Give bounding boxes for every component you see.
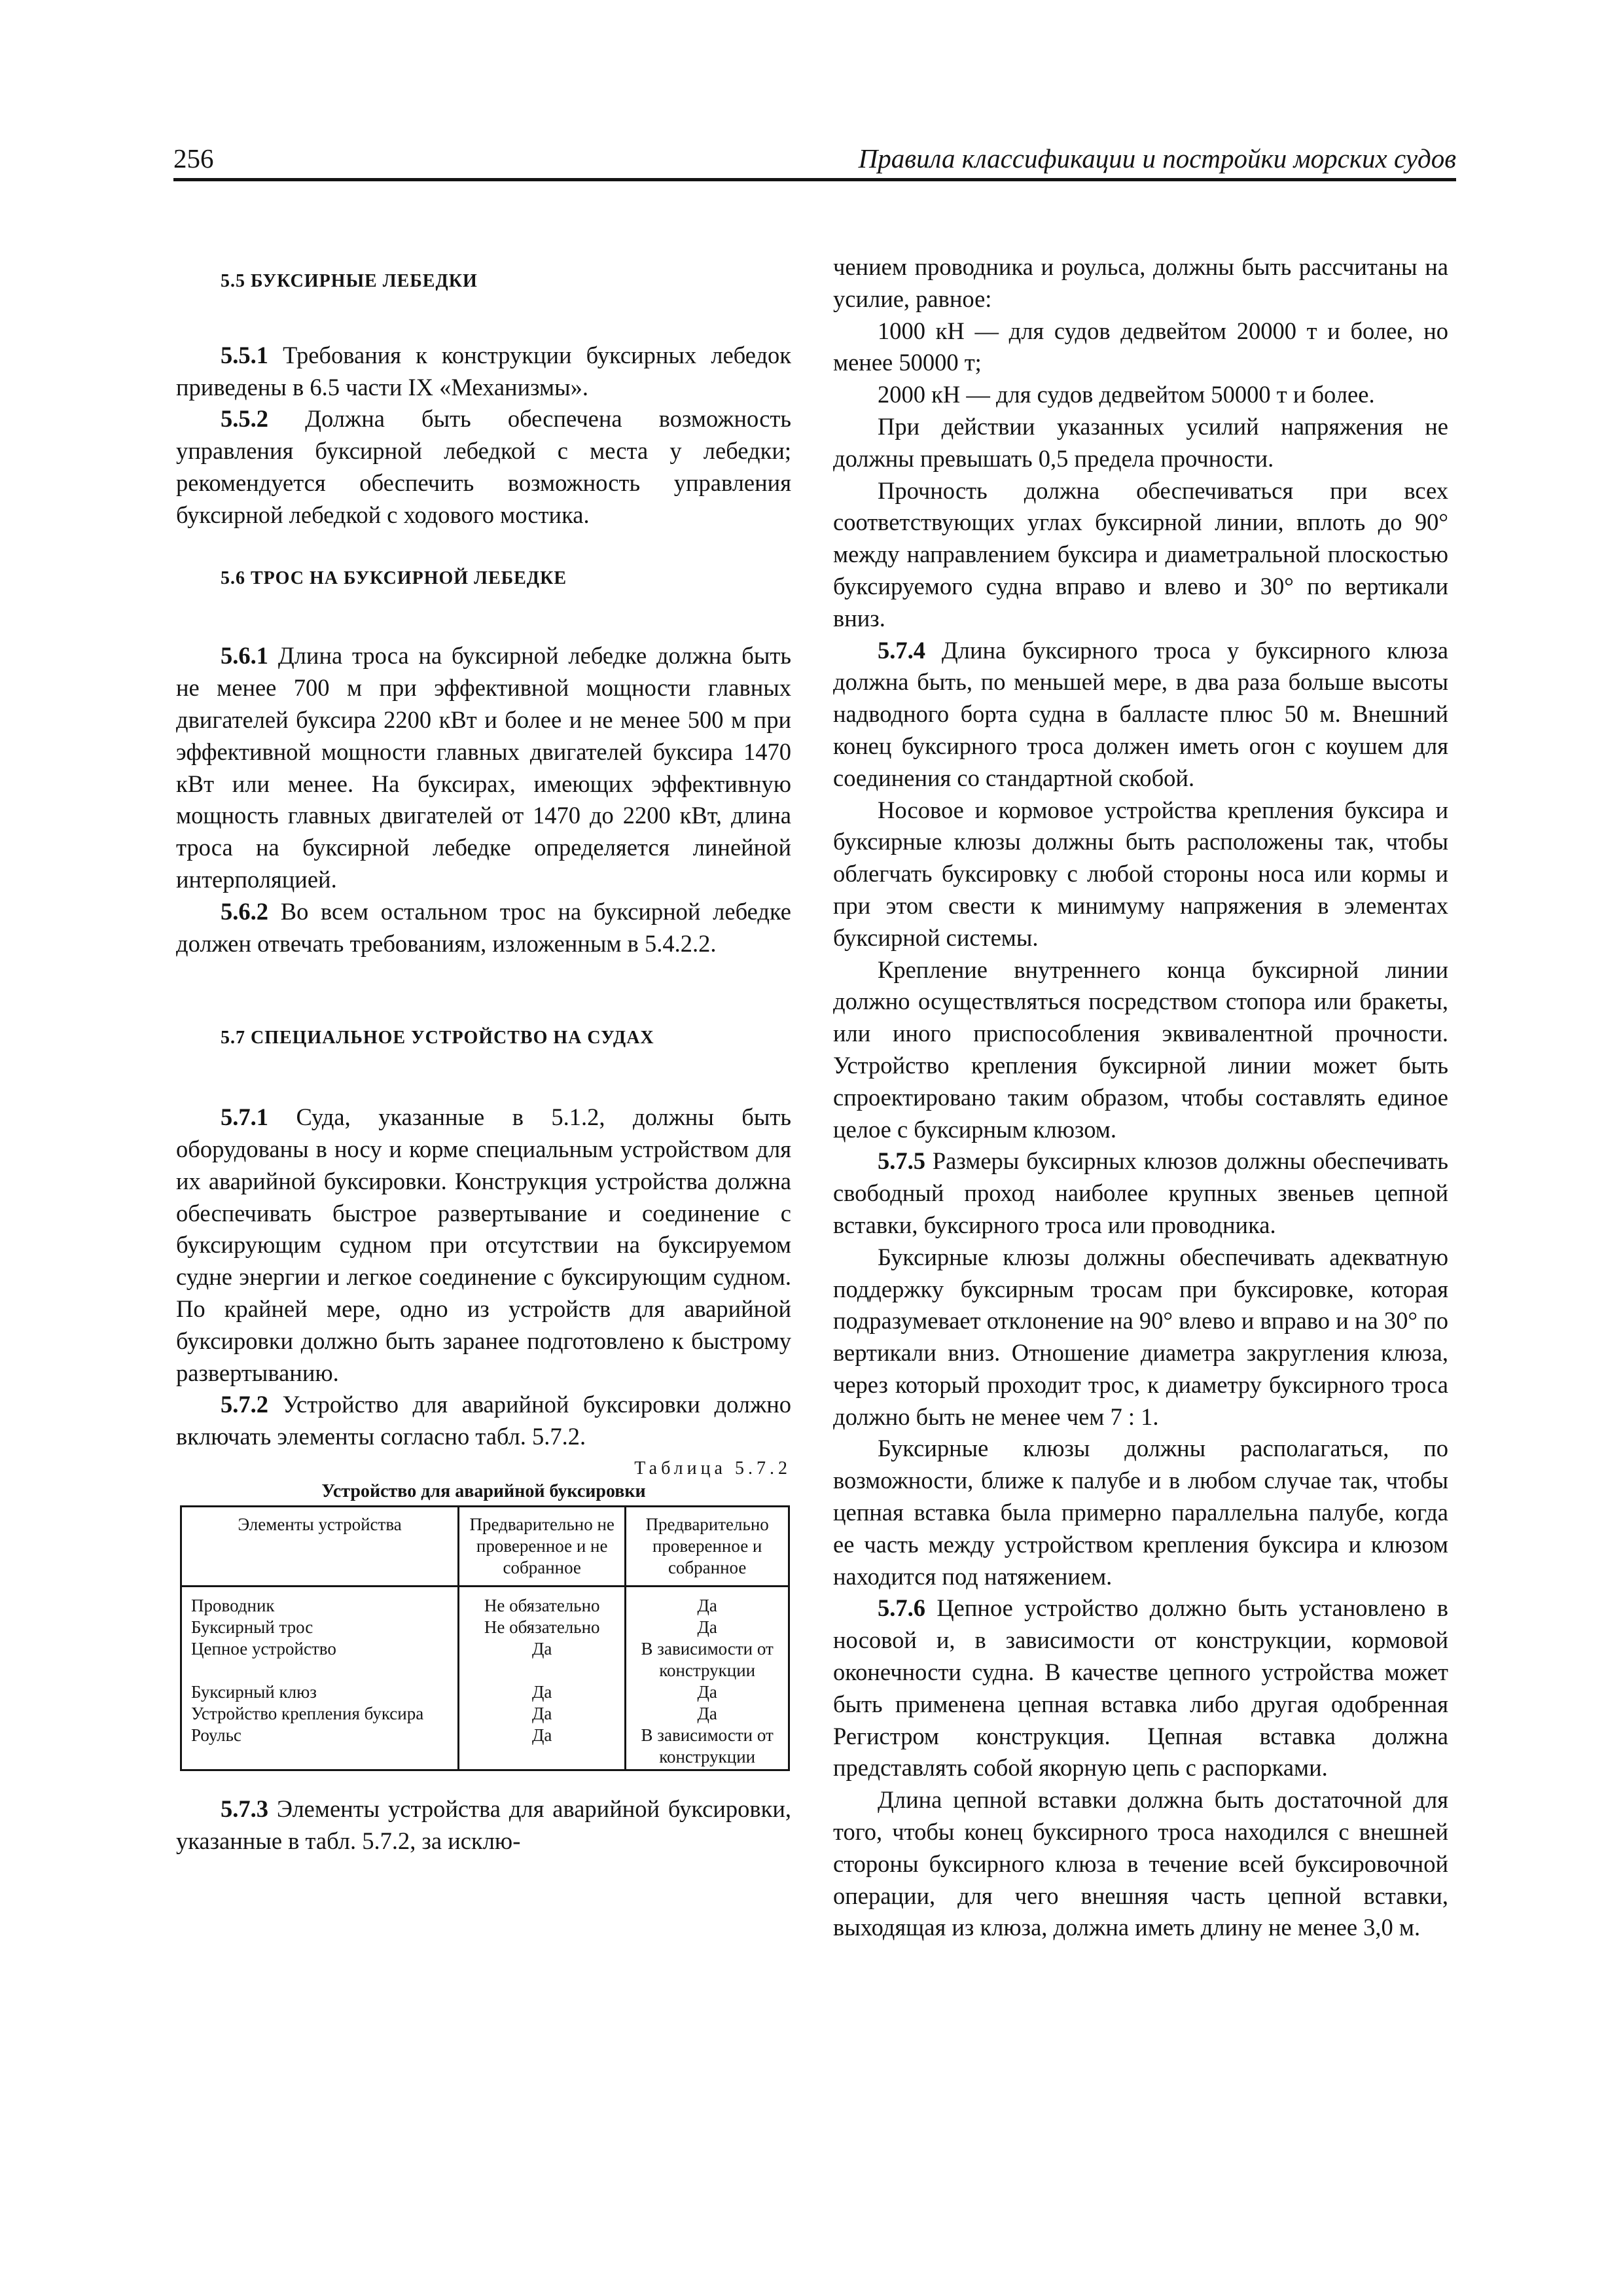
paragraph-5-7-6: 5.7.6 Цепное устройство должно быть установлено в носовой и, в зависимости от конструкции, кормовой оконечности судна. В качестве цепного устройства может быть применена цепная вставка либо другая одобренная Регистром конструкция. Цепная вставка должна представлять собой якорную цепь с распорками.: [833, 1594, 1448, 1782]
table-cell: Да: [459, 1725, 626, 1770]
paragraph-force-1000: 1000 кН — для судов дедвейтом 20000 т и более, но менее 50000 т;: [833, 317, 1448, 376]
table-header-cell: Предварительно не проверенное и не собранное: [459, 1506, 626, 1586]
table-row: [181, 1617, 789, 1638]
table-header-row: [181, 1506, 789, 1586]
page-number: 256: [173, 143, 214, 173]
table-cell: Буксирный трос: [181, 1617, 459, 1638]
paragraph-chain-length: Длина цепной вставки должна быть достаточной для того, чтобы конец буксирного троса находился с внешней стороны буксирного клюза в течение всей буксировочной операции, для чего внешняя часть цепной вставки, выходящая из клюза, должна иметь длину не менее 3,0 м.: [833, 1786, 1448, 1941]
section-5-6-heading: 5.6 ТРОС НА БУКСИРНОЙ ЛЕБЕДКЕ: [221, 567, 567, 588]
table-cell: Устройство крепления буксира: [181, 1703, 459, 1725]
paragraph-5-5-2: 5.5.2 Должна быть обеспечена возможность управления буксирной лебедкой с места у лебедки; рекомендуется обеспечить возможность управления буксирной лебедкой с ходового мостика.: [176, 405, 791, 528]
right-column: [833, 251, 1448, 1944]
table-header-cell: Элементы устройства: [181, 1506, 459, 1586]
paragraph-5-6-2: 5.6.2 Во всем остальном трос на буксирной лебедке должен отвечать требованиям, изложенным в 5.4.2.2.: [176, 897, 792, 957]
running-title: Правила классификации и постройки морских судов: [858, 143, 1456, 173]
table-cell: Не обязательно: [459, 1617, 626, 1638]
table-cell: Цепное устройство: [181, 1638, 459, 1681]
paragraph-5-7-4: 5.7.4 Длина буксирного троса у буксирного клюза должна быть, по меньшей мере, в два раза больше высоты надводного борта судна в балласте плюс 50 м. Внешний конец буксирного троса должен иметь огон с коушем для соединения со стандартной скобой.: [833, 636, 1448, 791]
paragraph-5-5-1: 5.5.1 Требования к конструкции буксирных лебедок приведены в 6.5 части IX «Механизмы».: [176, 341, 792, 401]
table-label: Таблица 5.7.2: [634, 1458, 791, 1479]
paragraph-bow-stern: Носовое и кормовое устройства крепления буксира и буксирные клюзы должны быть расположены так, чтобы облегчать буксировку с любой стороны носа или кормы и при этом свести к минимуму напряжения в элементах буксирной системы.: [833, 796, 1448, 951]
towing-table: [180, 1505, 790, 1771]
table-cell: В зависимости от конструкции: [626, 1725, 789, 1770]
table-cell: Да: [459, 1703, 626, 1725]
paragraph-5-7-5: 5.7.5 Размеры буксирных клюзов должны обеспечивать свободный проход наиболее крупных звеньев цепной вставки, буксирного троса или проводника.: [833, 1147, 1448, 1238]
table-cell: Да: [626, 1681, 789, 1703]
section-5-5-heading: 5.5 БУКСИРНЫЕ ЛЕБЕДКИ: [221, 271, 478, 291]
table-cell: Не обязательно: [459, 1586, 626, 1617]
paragraph-5-7-1: 5.7.1 Суда, указанные в 5.1.2, должны быть оборудованы в носу и корме специальным устройством для их аварийной буксировки. Конструкция устройства должна обеспечивать быстрое развертывание и соединение с буксирующим судном при отсутствии на буксируемом судне энергии и легкое соединение с буксирующим судном. По крайней мере, одно из устройств для аварийной буксировки должно быть заранее подготовлено к быстрому развертыванию.: [176, 1103, 792, 1386]
table-row: [181, 1638, 789, 1681]
table-row: [181, 1703, 789, 1725]
section-5-7-heading: 5.7 СПЕЦИАЛЬНОЕ УСТРОЙСТВО НА СУДАХ: [221, 1028, 654, 1049]
paragraph-inner-end: Крепление внутреннего конца буксирной линии должно осуществляться посредством стопора или бракеты, или иного приспособления эквивалентной прочности. Устройство крепления буксирной линии может быть спроектировано таким образом, чтобы составлять единое целое с буксирным клюзом.: [833, 956, 1448, 1143]
paragraph-5-7-2: 5.7.2 Устройство для аварийной буксировки должно включать элементы согласно табл. 5.7.2.: [176, 1391, 791, 1450]
paragraph-support: Буксирные клюзы должны обеспечивать адекватную поддержку буксирным тросам при буксировке, которая подразумевает отклонение на 90° влево и вправо и на 30° по вертикали вниз. Отношение диаметра закругления клюза, через который проходит трос, к диаметру буксирного троса должно быть не менее чем 7 : 1.: [833, 1243, 1448, 1430]
table-cell: Проводник: [181, 1586, 459, 1617]
table-cell: В зависимости от конструкции: [626, 1638, 789, 1681]
table-cell: Да: [459, 1681, 626, 1703]
table-cell: Да: [626, 1586, 789, 1617]
paragraph-strength: Прочность должна обеспечиваться при всех соответствующих углах буксирной линии, вплоть до 90° между направлением буксира и диаметральной плоскостью буксируемого судна вправо и влево и 30° по вертикали вниз.: [833, 476, 1448, 632]
table-cell: Буксирный клюз: [181, 1681, 459, 1703]
table-row: [181, 1725, 789, 1770]
paragraph-placement: Буксирные клюзы должны располагаться, по возможности, ближе к палубе и в любом случае так, чтобы цепная вставка была примерно параллельна палубе, когда ее часть между устройством крепления буксира и клюзом находится под натяжением.: [833, 1435, 1448, 1590]
table-header-cell: Предварительно проверенное и собранное: [626, 1506, 789, 1586]
table-cell: Да: [459, 1638, 626, 1681]
left-column: [176, 251, 791, 1857]
table-title: Устройство для аварийной буксировки: [321, 1480, 646, 1501]
paragraph-5-6-1: 5.6.1 Длина троса на буксирной лебедке должна быть не менее 700 м при эффективной мощности главных двигателей буксира 2200 кВт и более и не менее 500 м при эффективной мощности главных двигателей буксира 1470 кВт или менее. На буксирах, имеющих эффективную мощность главных двигателей от 1470 до 2200 кВт, длина троса на буксирной лебедке определяется линейной интерполяцией.: [176, 642, 791, 893]
table-cell: Да: [626, 1703, 789, 1725]
table-cell: Роульс: [181, 1725, 459, 1770]
table-row: [181, 1586, 789, 1617]
paragraph-5-7-3: 5.7.3 Элементы устройства для аварийной буксировки, указанные в табл. 5.7.2, за исклю-: [176, 1795, 792, 1854]
table-row: [181, 1681, 789, 1703]
header-rule: [173, 178, 1456, 181]
table-cell: Да: [626, 1617, 789, 1638]
page-header: [173, 143, 1456, 181]
paragraph-stress: При действии указанных усилий напряжения не должны превышать 0,5 предела прочности.: [833, 412, 1448, 472]
paragraph-force-2000: 2000 кН — для судов дедвейтом 50000 т и более.: [878, 381, 1375, 408]
paragraph-5-7-3-continued: чением проводника и роульса, должны быть рассчитаны на усилие, равное:: [833, 253, 1448, 312]
